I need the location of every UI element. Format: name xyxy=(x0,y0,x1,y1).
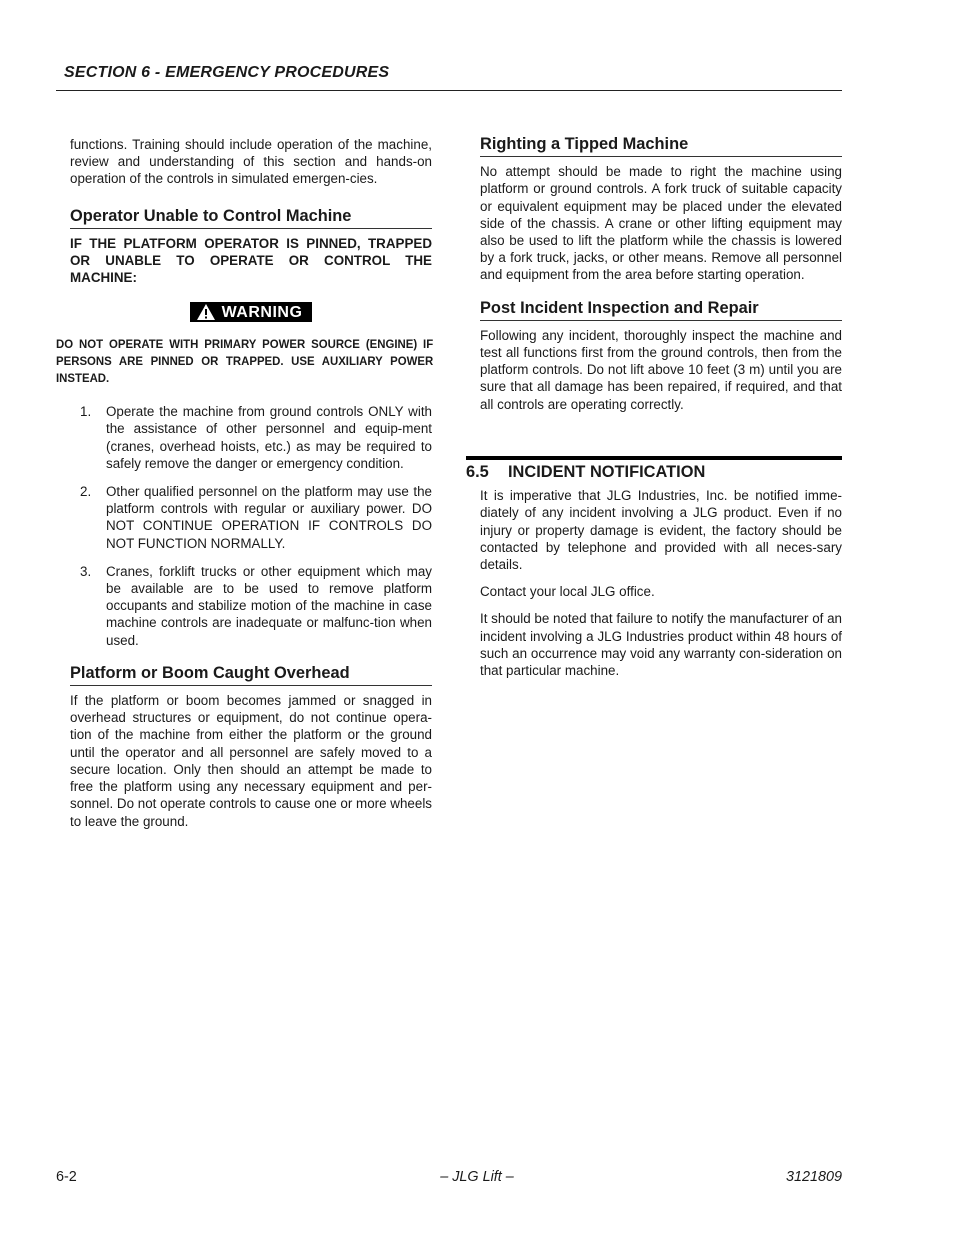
header-rule xyxy=(56,90,842,91)
doc-number: 3121809 xyxy=(785,1169,842,1185)
righting-paragraph: No attempt should be made to right the machine using platform or ground controls. A fork truck of suitable capacity or equivalent equipment may be placed under the elevated side of the chassis. A crane or other lifting equipment may also be used to lift the platform while the chassis is lowered by a fork truck, jacks, or other means. Remove all personnel and equipment from the area before starting operation. xyxy=(480,164,842,283)
section-number: 6.5 xyxy=(466,463,489,481)
step-text: Cranes, forklift trucks or other equipment which may be available are to be used to remove platform occupants and stabilize motion of the machine in case machine controls are inadequate or malfunc-tion when used. xyxy=(106,563,432,648)
procedure-steps xyxy=(70,403,432,649)
notification-paragraph-2: Contact your local JLG office. xyxy=(480,584,655,600)
warning-label: WARNING xyxy=(221,303,303,321)
step-text: Other qualified personnel on the platform may use the platform controls with regular or auxiliary power. DO NOT CONTINUE OPERATION IF CONTROLS DO NOT FUNCTION NORMALLY. xyxy=(106,484,432,551)
left-column xyxy=(56,136,434,840)
notification-paragraph-3: It should be noted that failure to notify the manufacturer of an incident involving a JLG Industries product within 48 hours of such an occurrence may void any warranty con-sideration on that particular machine. xyxy=(480,611,842,679)
warning-banner xyxy=(70,302,432,325)
operator-unable-heading: Operator Unable to Control Machine xyxy=(70,208,432,229)
footer-center: – JLG Lift – xyxy=(440,1169,514,1185)
right-column xyxy=(480,136,842,423)
step-text: Operate the machine from ground controls ONLY with the assistance of other personnel and equip-ment (cranes, overhead hoists, etc.) as may be required to safely remove the danger or emergency condition. xyxy=(106,404,432,471)
inspection-paragraph: Following any incident, thoroughly inspect the machine and test all functions first from the ground controls, then from the platform controls. Do not lift above 10 feet (3 m) until you are sure that all damage has been repaired, if required, and that all controls are operating correctly. xyxy=(480,327,842,412)
warning-text: DO NOT OPERATE WITH PRIMARY POWER SOURCE (ENGINE) IF PERSONS ARE PINNED OR TRAPPED. USE AUXILIARY POWER INSTEAD. xyxy=(56,336,434,386)
list-item xyxy=(70,483,432,552)
list-item xyxy=(70,403,432,472)
incident-notification-section xyxy=(466,456,842,689)
section-heading xyxy=(466,464,842,481)
inspection-heading: Post Incident Inspection and Repair xyxy=(480,300,842,321)
section-rule xyxy=(466,456,842,460)
overhead-paragraph: If the platform or boom becomes jammed or snagged in overhead structures or equipment, do not continue opera-tion of the machine from either the platform or the ground until the operator and all personnel are safely moved to a secure location. Only then should an attempt be made to free the platform using any necessary equipment and per-sonnel. Do not operate controls to cause one or more wheels to leave the ground. xyxy=(70,693,432,829)
warning-badge xyxy=(190,302,313,322)
step-number: 2. xyxy=(80,484,92,500)
list-item xyxy=(70,563,432,649)
operator-caps-notice: IF THE PLATFORM OPERATOR IS PINNED, TRAPPED OR UNABLE TO OPERATE OR CONTROL THE MACHINE: xyxy=(70,235,432,286)
step-number: 1. xyxy=(80,404,92,420)
section-title-text: INCIDENT NOTIFICATION xyxy=(508,463,706,481)
warning-triangle-icon xyxy=(196,303,216,321)
overhead-heading: Platform or Boom Caught Overhead xyxy=(70,665,432,686)
righting-heading: Righting a Tipped Machine xyxy=(480,136,842,157)
intro-paragraph: functions. Training should include operation of the machine, review and understanding of this section and hands-on operation of the controls in simulated emergen-cies. xyxy=(70,137,432,187)
section-title: SECTION 6 - EMERGENCY PROCEDURES xyxy=(64,64,390,81)
notification-paragraph-1: It is imperative that JLG Industries, Inc. be notified imme-diately of any incident involving a JLG product. Even if no injury or property damage is evident, the factory should be contacted by telephone and provided with all neces-sary details. xyxy=(480,488,842,573)
step-number: 3. xyxy=(80,563,92,579)
page-number: 6-2 xyxy=(56,1169,77,1185)
